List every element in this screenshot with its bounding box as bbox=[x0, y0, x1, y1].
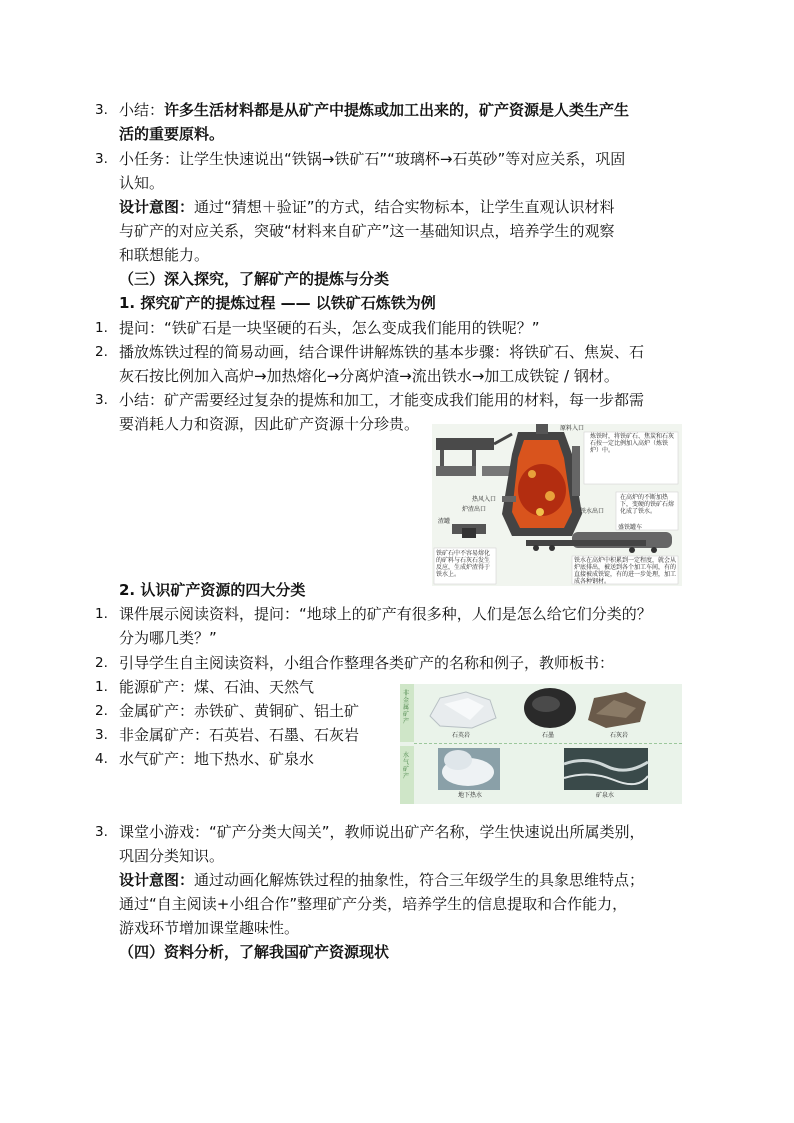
list-number: 3. bbox=[95, 824, 108, 840]
list-number: 3. bbox=[95, 392, 108, 408]
category-metal: 金属矿产：赤铁矿、黄铜矿、铝土矿 bbox=[119, 702, 360, 720]
label-iron-outlet: 铁水出口 bbox=[580, 508, 605, 515]
list-number: 2. bbox=[95, 703, 108, 719]
design-intent-cont-2: 通过“自主阅读+小组合作”整理矿产分类，培养学生的信息提取和合作能力， bbox=[119, 895, 628, 913]
minerals-figure bbox=[400, 684, 682, 804]
label-quartzite: 石英岩 bbox=[452, 732, 471, 739]
reading-question-cont: 分为哪几类？” bbox=[119, 629, 217, 647]
note-slag: 铁矿石中不容易熔化的矿料与石灰石发生反应，生成炉渣得于铁水上。 bbox=[436, 550, 491, 578]
list-number: 3. bbox=[95, 727, 108, 743]
design-intent-label-2: 设计意图： bbox=[119, 871, 195, 889]
task-line-cont: 认知。 bbox=[119, 174, 165, 192]
label-hot-water: 地下热水 bbox=[458, 792, 483, 799]
list-number: 2. bbox=[95, 344, 108, 360]
task-line: 小任务：让学生快速说出“铁锅→铁矿石”“玻璃杯→石英砂”等对应关系，巩固 bbox=[119, 150, 626, 168]
game-line: 课堂小游戏：“矿产分类大闯关”，教师说出矿产名称，学生快速说出所属类别， bbox=[119, 823, 645, 841]
subsection-heading-2: 2. 认识矿产资源的四大分类 bbox=[119, 581, 306, 599]
list-number: 1. bbox=[95, 679, 108, 695]
label-raw-inlet: 原料入口 bbox=[560, 425, 585, 432]
label-slag-pot: 渣罐 bbox=[438, 518, 451, 525]
category-nonmetal: 非金属矿产：石英岩、石墨、石灰岩 bbox=[119, 726, 360, 744]
note-charge: 炼铁时，将铁矿石、焦炭和石灰石按一定比例加入高炉（炼铁炉）中。 bbox=[590, 433, 675, 454]
section-heading-3: （三）深入探究，了解矿产的提炼与分类 bbox=[119, 270, 390, 288]
list-number: 3. bbox=[95, 102, 108, 118]
summary-line-cont: 活的重要原料。 bbox=[119, 125, 225, 143]
summary-bold-text: 许多生活材料都是从矿产中提炼或加工出来的，矿产资源是人类生产生 bbox=[164, 101, 630, 119]
game-line-cont: 巩固分类知识。 bbox=[119, 847, 225, 865]
design-intent-cont: 与矿产的对应关系，突破“材料来自矿产”这一基础知识点，培养学生的观察 bbox=[119, 222, 615, 240]
label-water-side: 水气矿产 bbox=[403, 752, 410, 780]
summary2-line-cont: 要消耗人力和资源，因此矿产资源十分珍贵。 bbox=[119, 415, 420, 433]
category-energy: 能源矿产：煤、石油、天然气 bbox=[119, 678, 315, 696]
list-number: 1. bbox=[95, 606, 108, 622]
design-intent-text-2: 通过动画化解炼铁过程的抽象性，符合三年级学生的具象思维特点； bbox=[194, 871, 645, 889]
list-number: 4. bbox=[95, 751, 108, 767]
guide-line: 引导学生自主阅读资料，小组合作整理各类矿产的名称和例子，教师板书： bbox=[119, 654, 615, 672]
design-intent-cont: 和联想能力。 bbox=[119, 246, 210, 264]
label-nonmetal-side: 非金属矿产 bbox=[403, 690, 410, 725]
design-intent-text: 通过“猜想＋验证”的方式，结合实物标本，让学生直观认识材料 bbox=[194, 198, 615, 216]
list-number: 2. bbox=[95, 655, 108, 671]
subsection-heading-1: 1. 探究矿产的提炼过程 —— 以铁矿石炼铁为例 bbox=[119, 294, 436, 312]
label-limestone: 石灰岩 bbox=[610, 732, 629, 739]
note-iron: 铁水在高炉中积累到一定程度，就会从炉底排出，被送到各个加工车间，有的直接被成铁锭，有的进一步处理，加工成各种钢材。 bbox=[574, 557, 677, 585]
blast-furnace-figure bbox=[432, 424, 682, 586]
summary-line bbox=[119, 100, 629, 120]
label-graphite: 石墨 bbox=[542, 732, 555, 739]
animation-line-cont: 灰石按比例加入高炉→加热熔化→分离炉渣→流出铁水→加工成铁锭 / 钢材。 bbox=[119, 367, 619, 385]
minerals-photos bbox=[400, 684, 682, 804]
design-intent-label: 设计意图： bbox=[119, 198, 195, 216]
summary-label: 小结： bbox=[119, 101, 165, 119]
design-intent-line bbox=[119, 197, 615, 217]
design-intent-cont-2: 游戏环节增加课堂趣味性。 bbox=[119, 919, 300, 937]
category-water-gas: 水气矿产：地下热水、矿泉水 bbox=[119, 750, 315, 768]
reading-question-line: 课件展示阅读资料，提问：“地球上的矿产有很多种，人们是怎么给它们分类的？ bbox=[119, 605, 652, 623]
animation-line: 播放炼铁过程的简易动画，结合课件讲解炼铁的基本步骤：将铁矿石、焦炭、石 bbox=[119, 343, 645, 361]
label-hot-air: 热风入口 bbox=[472, 496, 497, 503]
design-intent-line-2 bbox=[119, 870, 644, 890]
note-melt: 在高炉的不断加热下，变硬的铁矿石熔化成了铁水。 bbox=[620, 494, 675, 515]
summary2-line: 小结：矿产需要经过复杂的提炼和加工，才能变成我们能用的材料，每一步都需 bbox=[119, 391, 645, 409]
label-iron-car: 盛铁罐车 bbox=[618, 524, 643, 531]
section-heading-4: （四）资料分析，了解我国矿产资源现状 bbox=[119, 943, 390, 961]
list-number: 1. bbox=[95, 320, 108, 336]
label-slag-outlet: 炉渣出口 bbox=[462, 506, 487, 513]
label-mineral-water: 矿泉水 bbox=[596, 792, 615, 799]
list-number: 3. bbox=[95, 151, 108, 167]
question-line: 提问：“铁矿石是一块坚硬的石头，怎么变成我们能用的铁呢？” bbox=[119, 319, 540, 337]
